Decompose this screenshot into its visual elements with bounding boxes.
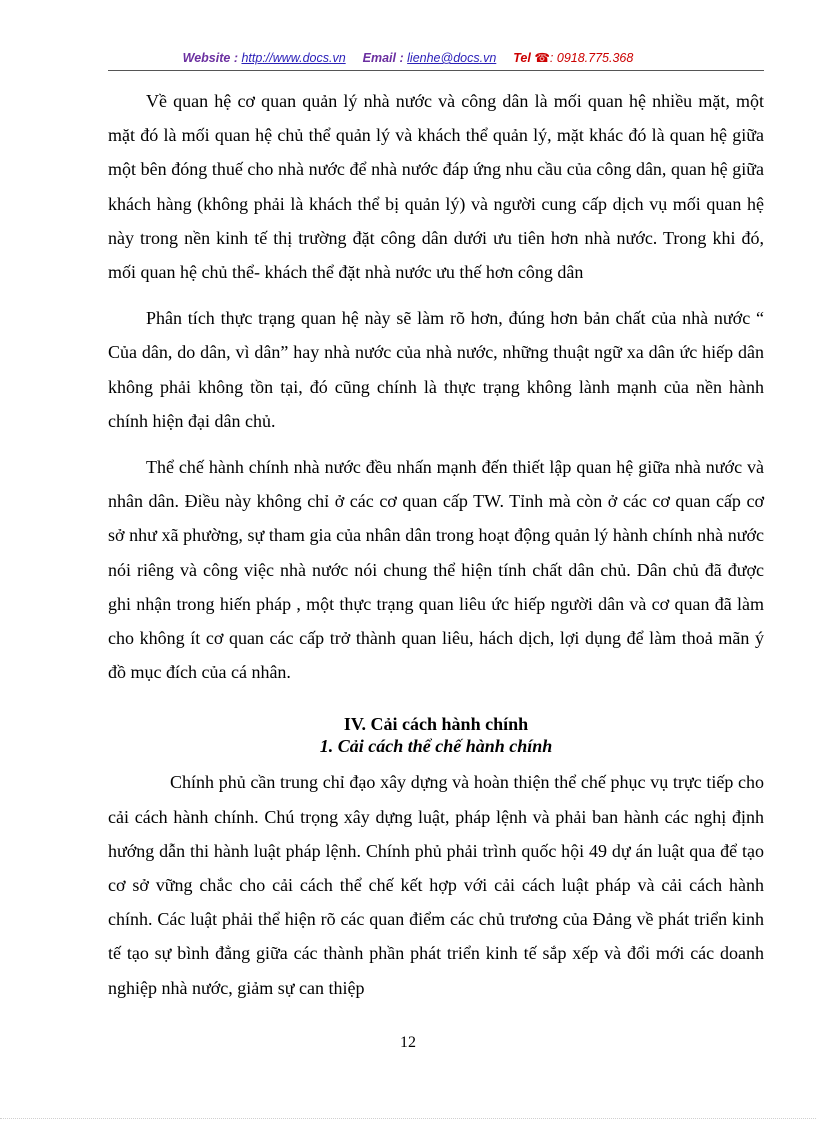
paragraph-3: Thể chế hành chính nhà nước đều nhấn mạnh đến thiết lập quan hệ giữa nhà nước và nhân dân. Điều này không chỉ ở các cơ quan cấp TW. Tỉnh mà còn ở các cơ quan cấp cơ sở như xã phường, sự tham gia của nhân dân trong hoạt động quản lý hành chính nhà nước nói riêng và công việc nhà nước nói chung thể hiện tính chất dân chủ. Dân chủ đã được ghi nhận trong hiến pháp , một thực trạng quan liêu ức hiếp người dân và cơ quan đã làm cho không ít cơ quan các cấp trở thành quan liêu, hách dịch, lợi dụng để làm thoả mãn ý đồ mục đích của cá nhân. [108,457,764,683]
section-paragraph: Chính phủ cần trung chỉ đạo xây dựng và hoàn thiện thể chế phục vụ trực tiếp cho cải cách hành chính. Chú trọng xây dựng luật, pháp lệnh và phải ban hành các nghị định hướng dẫn thi hành luật pháp lệnh. Chính phủ phải trình quốc hội 49 dự án luật qua để tạo cơ sở vững chắc cho cải cách thể chế kết hợp với cải cách luật pháp và cải cách hành chính. Các luật phải thể hiện rõ các quan điểm các chủ trương của Đảng về phát triển kinh tế tạo sự bình đẳng giữa các thành phần phát triển kinh tế sắp xếp và đổi mới các doanh nghiệp nhà nước, giảm sự can thiệp [108,772,764,998]
tel-label: Tel [513,51,531,65]
email-label: Email : [362,51,404,65]
phone-number: : 0918.775.368 [549,51,634,65]
paragraph-2: Phân tích thực trạng quan hệ này sẽ làm rõ hơn, đúng hơn bản chất của nhà nước “ Của dân, do dân, vì dân” hay nhà nước của nhà nước, những thuật ngữ xa dân ức hiếp dân không phải không tồn tại, đó cũng chính là thực trạng không lành mạnh của nền hành chính hiện đại dân chủ. [108,308,764,431]
website-label: Website : [182,51,238,65]
section-heading: IV. Cải cách hành chính [343,714,529,735]
website-link[interactable]: http://www.docs.vn [241,51,346,65]
page-number: 12 [400,1034,416,1051]
header-divider [108,70,764,71]
page-bottom-border [0,1118,816,1119]
phone-icon: ☎ [534,51,550,65]
paragraph-1: Về quan hệ cơ quan quản lý nhà nước và công dân là mối quan hệ nhiều mặt, một mặt đó là mối quan hệ chủ thể quản lý và khách thể quản lý, mặt khác đó là quan hệ giữa một bên đóng thuế cho nhà nước để nhà nước đáp ứng nhu cầu của công dân, quan hệ giữa khách hàng (không phải là khách thể bị quản lý) và người cung cấp dịch vụ mối quan hệ này trong nền kinh tế thị trường đặt công dân dưới ưu tiên hơn nhà nước. Trong khi đó, mối quan hệ chủ thể- khách thể đặt nhà nước ưu thế hơn công dân [108,91,764,283]
subsection-heading: 1. Cải cách thể chế hành chính [319,736,553,757]
email-link[interactable]: lienhe@docs.vn [407,51,497,65]
page-header [0,50,816,65]
document-body [108,84,764,1017]
